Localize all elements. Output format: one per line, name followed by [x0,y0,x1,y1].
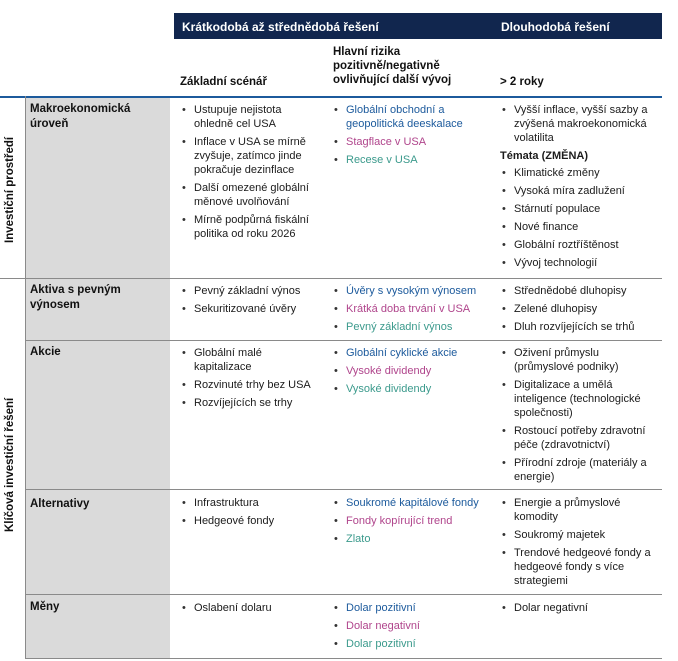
equity-risks-list [332,346,492,400]
row-label-fixed-income: Aktiva s pevným výnosem [30,284,121,311]
list-item: • Infrastruktura [180,496,322,510]
row-divider [25,489,662,490]
header-divider [0,96,662,98]
list-item: • Rozvinuté trhy bez USA [180,378,322,392]
list-item: • Oživení průmyslu (průmyslové podniky) [500,346,660,374]
row-divider [25,340,662,341]
col-risks-header: Hlavní rizika pozitivně/negativně ovlivňující další vývoj [333,46,452,86]
list-item: • Energie a průmyslové komodity [500,496,660,524]
side-label-investment-env: Investiční prostředí [4,136,16,243]
list-item: • Dolar negativní [500,601,660,615]
row-label-macro: Makroekonomická úroveň [30,103,131,130]
fx-risks-list [332,601,492,655]
section-divider [0,278,662,279]
list-item: • Střednědobé dluhopisy [500,284,660,298]
list-item: • Pevný základní výnos [180,284,322,298]
list-item: • Přírodní zdroje (materiály a energie) [500,456,660,484]
list-item: • Vysoká míra zadlužení [500,184,660,198]
themes-title: Témata (ZMĚNA) [500,150,589,162]
list-item: • Klimatické změny [500,166,660,180]
list-item: • Oslabení dolaru [180,601,322,615]
list-item: • Dolar negativní [332,619,492,633]
list-item: • Fondy kopírující trend [332,514,492,528]
col-base-header: Základní scénář [180,76,267,88]
fx-base-list [180,601,322,619]
list-item: • Vývoj technologií [500,256,660,270]
list-item: • Hedgeové fondy [180,514,322,528]
macro-base-list [180,103,322,245]
list-item: • Dluh rozvíjejících se trhů [500,320,660,334]
list-item: • Vysoké dividendy [332,382,492,396]
side-label-key-solutions: Klíčová investiční řešení [4,397,16,532]
header-bar [174,13,662,39]
list-item: • Globální obchodní a geopolitická deeskalace [332,103,492,131]
short-term-header: Krátkodobá až střednědobá řešení [182,20,379,34]
list-item: • Recese v USA [332,153,492,167]
fixed-risks-list [332,284,492,338]
long-term-header: Dlouhodobá řešení [501,20,610,34]
macro-long-list [500,103,660,149]
themes-list [500,166,660,274]
equity-long-list [500,346,660,488]
list-item: • Vysoké dividendy [332,364,492,378]
list-item: • Trendové hedgeové fondy a hedgeové fondy s více strategiemi [500,546,660,588]
list-item: • Ustupuje nejistota ohledně cel USA [180,103,322,131]
fixed-base-list [180,284,322,320]
list-item: • Pevný základní výnos [332,320,492,334]
list-item: • Další omezené globální měnové uvolňování [180,181,322,209]
list-item: • Zlato [332,532,492,546]
left-border [25,96,26,659]
list-item: • Stagflace v USA [332,135,492,149]
list-item: • Vyšší inflace, vyšší sazby a zvýšená makroekonomická volatilita [500,103,660,145]
list-item: • Globální roztříštěnost [500,238,660,252]
list-item: • Digitalizace a umělá inteligence (technologické společnosti) [500,378,660,420]
list-item: • Sekuritizované úvěry [180,302,322,316]
row-label-currencies: Měny [30,601,60,613]
list-item: • Zelené dluhopisy [500,302,660,316]
macro-risks-list [332,103,492,171]
list-item: • Rozvíjejících se trhy [180,396,322,410]
list-item: • Nové finance [500,220,660,234]
list-item: • Inflace v USA se mírně zvyšuje, zatímco jinde pokračuje dezinflace [180,135,322,177]
alt-base-list [180,496,322,532]
list-item: • Dolar pozitivní [332,637,492,651]
row-label-alternatives: Alternativy [30,498,90,510]
list-item: • Soukromé kapitálové fondy [332,496,492,510]
equity-base-list [180,346,322,414]
alt-risks-list [332,496,492,550]
row-label-equity: Akcie [30,346,61,358]
list-item: • Krátká doba trvání v USA [332,302,492,316]
list-item: • Globální malé kapitalizace [180,346,322,374]
list-item: • Úvěry s vysokým výnosem [332,284,492,298]
list-item: • Mírně podpůrná fiskální politika od roku 2026 [180,213,322,241]
alt-long-list [500,496,660,592]
fx-long-list [500,601,660,619]
row-divider [25,658,662,659]
list-item: • Globální cyklické akcie [332,346,492,360]
row-divider [25,594,662,595]
fixed-long-list [500,284,660,338]
list-item: • Soukromý majetek [500,528,660,542]
list-item: • Stárnutí populace [500,202,660,216]
list-item: • Rostoucí potřeby zdravotní péče (zdravotnictví) [500,424,660,452]
row-label-column [25,96,170,659]
col-long-header: > 2 roky [500,76,544,88]
list-item: • Dolar pozitivní [332,601,492,615]
